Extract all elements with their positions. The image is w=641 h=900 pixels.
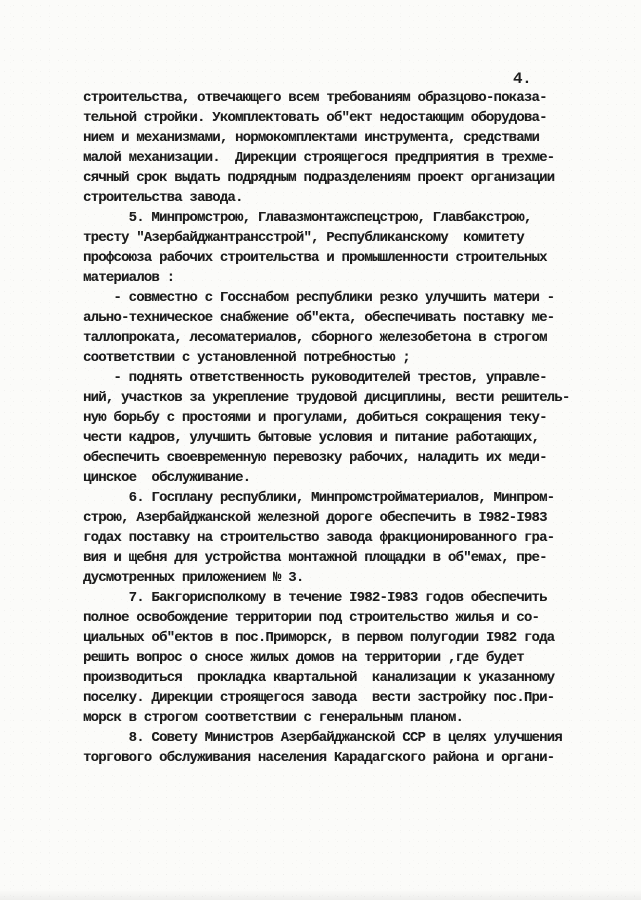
text-line: ний, участков за укрепление трудовой дисциплины, вести решитель- <box>83 390 570 406</box>
text-line: 7. Бакгорисполкому в течение I982-I983 годов обеспечить <box>83 590 547 606</box>
text-line: строю, Азербайджанской железной дороге обеспечить в I982-I983 <box>83 510 547 526</box>
text-line: годах поставку на строительство завода фракционированного гра- <box>83 530 555 546</box>
page-number: 4. <box>513 70 532 88</box>
paragraph-item-5 <box>83 208 583 288</box>
text-line: материалов : <box>83 270 175 286</box>
text-line: поселку. Дирекции строящегося завода вести застройку пос.При- <box>83 690 555 706</box>
text-line: цинское обслуживание. <box>83 470 251 486</box>
text-line: дусмотренных приложением № 3. <box>83 570 304 586</box>
text-line: вия и щебня для устройства монтажной площадки в об"емах, пре- <box>83 550 547 566</box>
text-line: решить вопрос о сносе жилых домов на территории ,где будет <box>83 650 524 666</box>
text-line: соответствии с установленной потребностью ; <box>83 350 410 366</box>
text-line: нием и механизмами, нормокомплектами инструмента, средствами <box>83 130 540 146</box>
text-line: 5. Минпромстрою, Главазмонтажспецстрою, Главбакстрою, <box>83 210 532 226</box>
text-line: полное освобождение территории под строительство жилья и со- <box>83 610 540 626</box>
paragraph-dash-item-supply <box>83 288 583 368</box>
text-line: 6. Госплану республики, Минпромстройматериалов, Минпром- <box>83 490 555 506</box>
text-line: 8. Совету Министров Азербайджанской ССР в целях улучшения <box>83 730 562 746</box>
text-line: - совместно с Госснабом республики резко улучшить матери - <box>83 290 555 306</box>
text-line: таллопроката, лесоматериалов, сборного железобетона в строгом <box>83 330 547 346</box>
text-line: сячный срок выдать подрядным подразделениям проект организации <box>83 170 555 186</box>
text-line: морск в строгом соответствии с генеральным планом. <box>83 710 464 726</box>
text-line: торгового обслуживания населения Карадагского района и органи- <box>83 750 555 766</box>
paragraph-item-6 <box>83 488 583 588</box>
text-line: чести кадров, улучшить бытовые условия и питание работающих, <box>83 430 540 446</box>
text-line: ально-техническое снабжение об"екта, обеспечивать поставку ме- <box>83 310 555 326</box>
paragraph-continuation <box>83 88 583 208</box>
text-line: профсоюза рабочих строительства и промышленности строительных <box>83 250 547 266</box>
paragraph-item-8 <box>83 728 583 768</box>
text-line: тресту "Азербайджантрансстрой", Республиканскому комитету <box>83 230 524 246</box>
text-line: строительства завода. <box>83 190 243 206</box>
text-line: малой механизации. Дирекции строящегося предприятия в трехме- <box>83 150 555 166</box>
text-line: - поднять ответственность руководителей трестов, управле- <box>83 370 547 386</box>
text-line: циальных об"ектов в пос.Приморск, в первом полугодии I982 года <box>83 630 555 646</box>
text-line: ную борьбу с простоями и прогулами, добиться сокращения теку- <box>83 410 547 426</box>
text-line: обеспечить своевременную перевозку рабочих, наладить их меди- <box>83 450 547 466</box>
text-line: производиться прокладка квартальной канализации к указанному <box>83 670 555 686</box>
text-line: строительства, отвечающего всем требованиям образцово-показа- <box>83 90 547 106</box>
paragraph-dash-item-discipline <box>83 368 583 488</box>
text-line: тельной стройки. Укомплектовать об"ект недостающим оборудова- <box>83 110 547 126</box>
paragraph-item-7 <box>83 588 583 728</box>
document-text-block <box>83 88 583 768</box>
